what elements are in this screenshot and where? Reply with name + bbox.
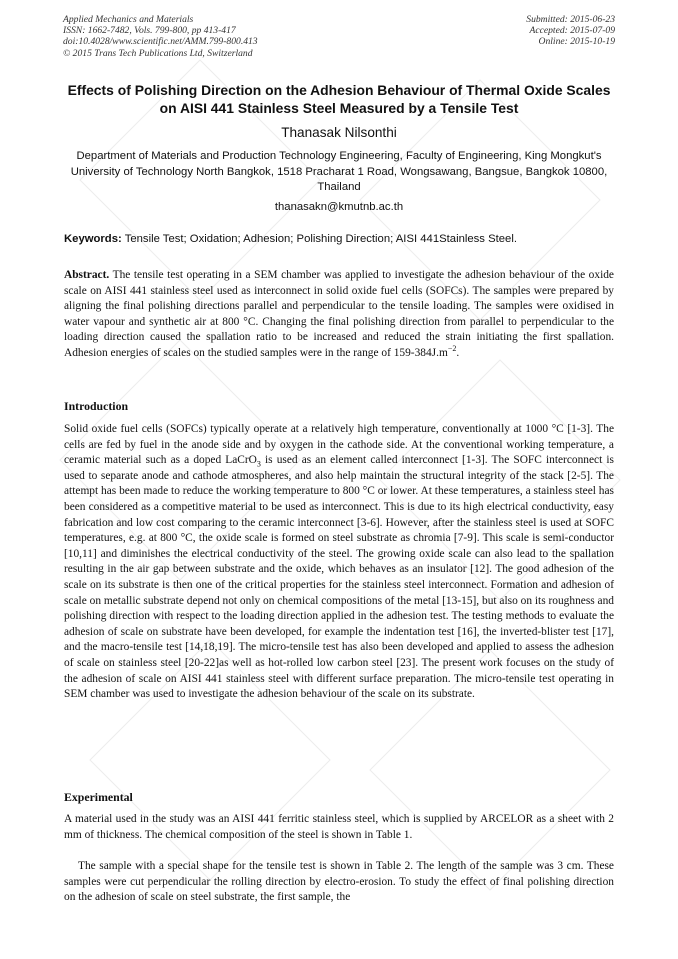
journal-name: Applied Mechanics and Materials [63, 14, 194, 25]
intro-subscript: 3 [256, 459, 261, 469]
keywords [64, 233, 624, 245]
experimental-paragraph-2: The sample with a special shape for the tensile test is shown in Table 2. The length of the sample was 3 cm. These samples were cut perpendicular the rolling direction by electro-erosion. To study the effect of final polishing direction on the adhesion of scale on steel substrate, the first sample, the [64, 860, 614, 904]
abstract [64, 268, 614, 362]
experimental-heading: Experimental [64, 790, 133, 804]
doi-line: doi:10.4028/www.scientific.net/AMM.799-800.413 [63, 36, 258, 48]
author-email: thanasakn@kmutnb.ac.th [274, 201, 404, 213]
intro-text-part2: is used as an element called interconnect [1-3]. The SOFC interconnect is used to separate anode and cathode atmospheres, and also help maintain the structural integrity of the stack [2-5]. The attempt has been made to reduce the working temperature to 800 °C or lower. At these temperatures, a stainless steel has been considered as a competitive material to be used as interconnect. This is due to its high electrical conductivity, easy fabrication and low cost comparing to the ceramic interconnect [3-6]. However, after the stainless steel is used at SOFC temperatures, e.g. at 800 °C, the oxide scale is formed on steel substrate as chromia [7-9]. This scale is semi-conductor [10,11] and diminishes the electrical conductivity of the steel. The growing oxide scale can also lead to the spallation resulting in the air gap between substrate and the oxide, which behaves as an insulator [12]. The good adhesion of the scale on its substrate is then one of the critical properties for the stainless steel interconnect. Formation and adhesion of scale on metallic substrate depend not only on chemical compositions of the metal [13-15], but also on its roughness and polishing direction with respect to the loading direction applied in the adhesion test. The testing methods to evaluate the adhesion of scale on substrate have been developed, for example the indentation test [16], the inverted-blister test [17], and the macro-tensile test [14,18,19]. The micro-tensile test has also been developed and applied to assess the adhesion of scale on stainless steel [20-22]as well as hot-rolled low carbon steel [23]. The present work focuses on the study of the adhesion of scale on AISI 441 stainless steel with different surface preparation. The micro-tensile test operating in SEM chamber was used to investigate the adhesion behaviour of the scale on its substrate. [64, 454, 614, 701]
keywords-list: Tensile Test; Oxidation; Adhesion; Polishing Direction; AISI 441Stainless Steel. [124, 233, 517, 245]
abstract-end: . [456, 346, 460, 359]
journal-info [63, 14, 258, 59]
accepted-date: Accepted: 2015-07-09 [529, 25, 615, 37]
issn-line: ISSN: 1662-7482, Vols. 799-800, pp 413-417 [63, 25, 236, 37]
online-date: Online: 2015-10-19 [538, 36, 615, 48]
author-name: Thanasak Nilsonthi [281, 125, 397, 140]
author-affiliation: Department of Materials and Production Technology Engineering, Faculty of Engineering, King Mongkut's University of Technology North Bangkok, 1518 Pracharat 1 Road, Wongsawang, Bangsue, Bangkok 10800, Thailand [70, 150, 608, 194]
introduction-paragraph [64, 422, 614, 703]
submitted-date: Submitted: 2015-06-23 [526, 14, 615, 25]
introduction-heading: Introduction [64, 399, 129, 413]
abstract-unit-exponent: −2 [447, 344, 457, 354]
abstract-label: Abstract. [64, 269, 110, 281]
submission-dates [526, 14, 615, 48]
experimental-paragraph-1: A material used in the study was an AISI 441 ferritic stainless steel, which is supplied by ARCELOR as a sheet with 2 mm of thickness. The chemical composition of the steel is shown in Table 1. [64, 813, 614, 841]
keywords-label: Keywords: [64, 233, 122, 245]
paper-title: Effects of Polishing Direction on the Adhesion Behaviour of Thermal Oxide Scales on AISI 441 Stainless Steel Measured by a Tensile Test [67, 82, 611, 116]
intro-text-part1: Solid oxide fuel cells (SOFCs) typically operate at a relatively high temperature, conventionally at 1000 °C [1-3]. The cells are fed by fuel in the anode side and by oxygen in the cathode side. At the conventional working temperature, a ceramic material such as a doped LaCrO [64, 423, 614, 467]
abstract-text: The tensile test operating in a SEM chamber was applied to investigate the adhesion behaviour of the oxide scale on AISI 441 stainless steel used as interconnect in solid oxide fuel cells (SOFCs). The samples were prepared by aligning the final polishing directions parallel and perpendicular to the tensile loading. The samples were oxidised in water vapour and synthetic air at 800 °C. Changing the final polishing direction from parallel to perpendicular to the loading direction caused the spallation ratio to be increased and reduced the strain initiating the first spallation. Adhesion energies of scales on the studied samples were in the range of 159-384J.m [64, 269, 614, 359]
copyright-line: © 2015 Trans Tech Publications Ltd, Switzerland [63, 47, 253, 59]
